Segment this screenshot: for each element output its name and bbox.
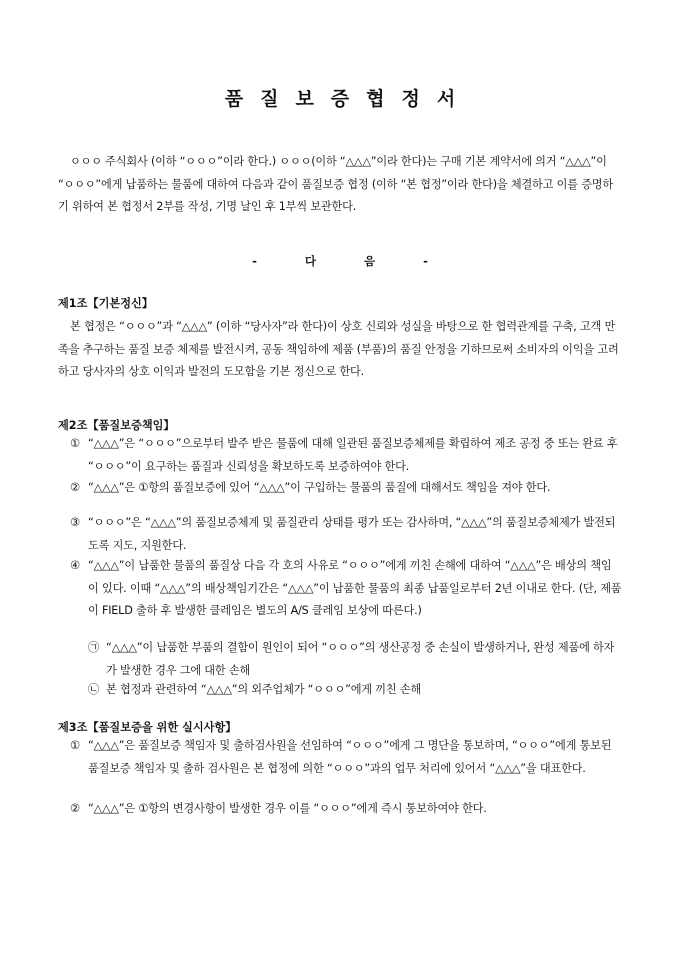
divider-label: - 다 음 - [252,254,428,268]
item-number: ① [70,437,80,450]
article2-item-3 [70,512,622,557]
item-text: “△△△”은 “ㅇㅇㅇ”으로부터 발주 받은 물품에 대해 일관된 품질보증체제를 확립하여 제조 공정 중 또는 완료 후 “ㅇㅇㅇ”이 요구하는 품질과 신뢰성을 확보하도록 보증하여야 한다. [88,437,618,473]
item-text: 본 협정과 관련하여 “△△△”의 외주업체가 “ㅇㅇㅇ”에게 끼친 손해 [106,683,422,696]
document-title: 품질보증협정서 [224,88,473,110]
item-number: ② [70,481,80,494]
item-text: “ㅇㅇㅇ”은 “△△△”의 품질보증체계 및 품질관리 상태를 평가 또는 감사하며, “△△△”의 품질보증체제가 발전되도록 지도, 지원한다. [88,516,616,552]
article2-subitem-2 [88,679,622,702]
article3-item-2 [70,798,622,821]
article2-subitem-1 [88,637,622,682]
item-text: “△△△”이 납품한 부품의 결함이 원인이 되어 “ㅇㅇㅇ”의 생산공정 중 손실이 발생하거나, 완성 제품에 하자가 발생한 경우 그에 대한 손해 [106,641,615,677]
intro-paragraph: ㅇㅇㅇ 주식회사 (이하 “ㅇㅇㅇ”이라 한다.) ㅇㅇㅇ(이하 “△△△”이라 한다)는 구매 기본 계약서에 의거 “△△△”이 “ㅇㅇㅇ”에게 납품하는 물품에 대하여 다음과 같이 품질보증 협정 (이하 “본 협정”이라 한다)을 체결하고 이를 증명하기 위하여 본 협정서 2부를 작성, 기명 날인 후 1부씩 보관한다. [58,155,614,213]
article2-item-2 [70,477,622,500]
article3-heading: 제3조【품질보증을 위한 실시사항】 [58,721,237,734]
item-text: “△△△”은 ①항의 품질보증에 있어 “△△△”이 구입하는 물품의 품질에 대해서도 책임을 져야 한다. [88,481,551,494]
item-text: “△△△”은 ①항의 변경사항이 발생한 경우 이를 “ㅇㅇㅇ”에게 즉시 통보하여야 한다. [88,802,487,815]
article1-body: 본 협정은 “ㅇㅇㅇ”과 “△△△” (이하 “당사자”라 한다)이 상호 신뢰와 성실을 바탕으로 한 협력관계를 구축, 고객 만족을 추구하는 품질 보증 체제를 발전시켜, 공동 책임하에 제품 (부품)의 품질 안정을 기하므로써 소비자의 이익을 고려하고 당사자의 상호 이익과 발전의 도모함을 기본 정신으로 한다. [58,320,619,378]
item-number: ③ [70,516,80,529]
article2-item-1 [70,433,622,478]
item-text: “△△△”은 품질보증 책임자 및 출하검사원을 선임하여 “ㅇㅇㅇ”에게 그 명단을 통보하며, “ㅇㅇㅇ”에게 통보된 품질보증 책임자 및 출하 검사원은 본 협정에 의한 “ㅇㅇㅇ”과의 업무 처리에 있어서 “△△△”을 대표한다. [88,739,612,775]
item-text: “△△△”이 납품한 물품의 품질상 다음 각 호의 사유로 “ㅇㅇㅇ”에게 끼친 손해에 대하여 “△△△”은 배상의 책임이 있다. 이때 “△△△”의 배상책임기간은 “△△△”이 납품한 물품의 최종 납품일로부터 2년 이내로 한다. (단, 제품이 FIELD 출하 후 발생한 클레임은 별도의 A/S 클레임 보상에 따른다.) [88,559,622,617]
item-number: ㉠ [88,641,99,654]
article1-heading: 제1조【기본정신】 [58,297,154,310]
article3-item-1 [70,735,622,780]
item-number: ④ [70,559,80,572]
item-number: ㉡ [88,683,99,696]
article2-heading: 제2조【품질보증책임】 [58,419,175,432]
item-number: ① [70,739,80,752]
item-number: ② [70,802,80,815]
article2-item-4 [70,555,622,623]
